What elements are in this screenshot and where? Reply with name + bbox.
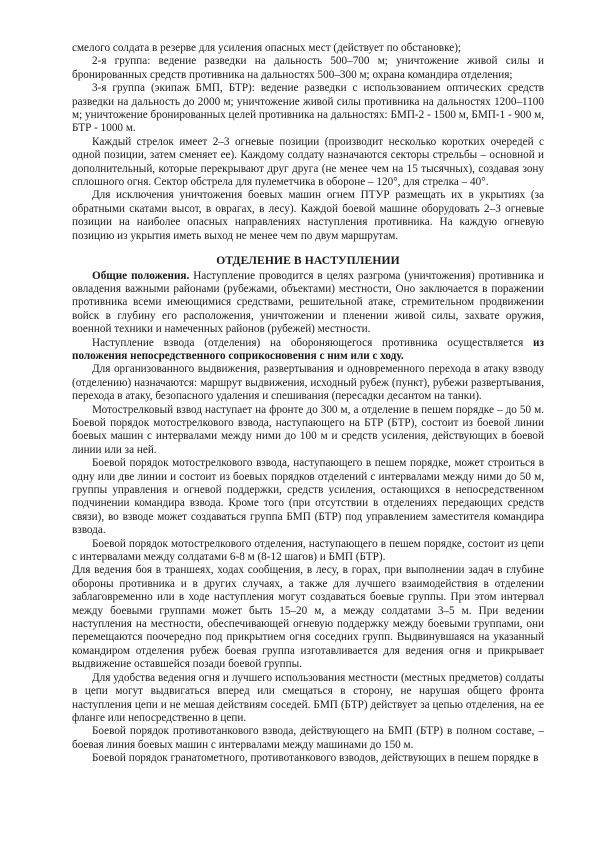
offensive-mode-text: Наступление взвода (отделения) на обороняющегося противника осуществляется (92, 336, 534, 349)
paragraph-group-2: 2-я группа: ведение разведки на дальность 500–700 м; уничтожение живой силы и бронированных средств противника на дальностях 500–300 м; охрана командира отделения; (72, 55, 544, 81)
paragraph-fire-convenience: Для удобства ведения огня и лучшего использования местности (местных предметов) солдаты в цепи могут выдвигаться вперед или смещаться в сторону, не нарушая общего фронта наступления цепи и не мешая действиям соседей. БМП (БТР) действует за цепью отделения, на ее фланге или непосредственно в цепи. (72, 671, 544, 724)
paragraph-offensive-mode (72, 337, 544, 364)
paragraph-platoon-front: Мотострелковый взвод наступает на фронте до 300 м, а отделение в пешем порядке – до 50 м. Боевой порядок мотострелкового взвода, наступающего на БТР (БТР), состоит из боевой линии боевых машин с интервалами между ними до 100 м и средств усиления, действующих в боевой линии или за ней. (72, 403, 544, 456)
general-provisions-lead: Общие положения. (92, 269, 190, 282)
paragraph-p0: смелого солдата в резерве для усиления опасных мест (действует по обстановке); (72, 42, 462, 54)
offensive-mode-bold: из положения непосредственного соприкосновения с ним или с ходу. (72, 336, 544, 362)
paragraph-combat-groups: Для ведения боя в траншеях, ходах сообщения, в лесу, в горах, при выполнении задач в глубине обороны противника и в других случаях, а также для лучшего взаимодействия в отделении заблаговременно или в ходе наступления могут создаваться боевые группы. При этом интервал между боевыми группами может быть 15–20 м, а между солдатами 3–5 м. При ведении наступления на местности, обеспечивающей огневую поддержку между боевыми группами, они перемещаются поочередно под прикрытием огня соседних групп. Выдвинувшаяся на указанный командиром отделения рубеж боевая группа изготавливается для ведения огня и прикрывает выдвижение оставшейся позади боевой группы. (72, 564, 544, 671)
section-heading: ОТДЕЛЕНИЕ В НАСТУПЛЕНИИ (216, 254, 400, 268)
paragraph-grenade-platoon: Боевой порядок гранатометного, противотанкового взводов, действующих в пешем порядке в (92, 752, 539, 765)
general-provisions-text: Наступление проводится в целях разгрома (уничтожения) противника и овладения важными районами (рубежами, объектами) местности, Оно заключается в поражении противника всеми имеющимися средствами, решительной атаке, стремительном продвижении войск в глубину его расположения, уничтожении и пленении живой силы, захвате оружия, военной техники и намеченных районов (рубежей) местности. (72, 269, 544, 336)
paragraph-squad-order: Боевой порядок мотострелкового отделения, наступающего в пешем порядке, состоит из цепи с интервалами между солдатами 6-8 м (8-12 шагов) и БМП (БТР). (72, 537, 544, 564)
paragraph-group-3: 3-я группа (экипаж БМП, БТР): ведение разведки с использованием оптических средств разведки на дальность до 2000 м; уничтожение живой силы противника на дальностях 1200–1100 м; уничтожение бронированных целей противника на дальностях: БМП-2 - 1500 м, БМП-1 - 900 м, БТР - 1000 м. (72, 82, 544, 135)
paragraph-antitank-platoon: Боевой порядок противотанкового взвода, действующего на БМП (БТР) в полном составе, – боевая линия боевых машин с интервалами между машинами до 150 м. (72, 725, 544, 751)
paragraph-advance-routes: Для организованного выдвижения, развертывания и одновременного перехода в атаку взводу (отделению) назначаются: маршрут выдвижения, исходный рубеж (пункт), рубежи развертывания, перехода в атаку, безопасного удаления и спешивания (пересадки десантом на танки). (72, 363, 544, 403)
paragraph-platoon-dismounted: Боевой порядок мотострелкового взвода, наступающего в пешем порядке, может строиться в одну или две линии и состоит из боевых порядков отделений с интервалами между ними до 50 м, группы управления и огневой поддержки, средств усиления, остающихся в непосредственном подчинении командира взвода. Кроме того (при отсутствии в отделениях передающих средств связи), во взводе может создаваться группа БМП (БТР) под управлением заместителя командира взвода. (72, 457, 544, 537)
document-page (72, 42, 544, 766)
paragraph-vehicle-cover: Для исключения уничтожения боевых машин огнем ПТУР размещать их в укрытиях (за обратными скатами высот, в оврагах, в лесу). Каждой боевой машине оборудовать 2–3 огневые позиции на наиболее опасных направлениях наступления противника. На каждую огневую позицию из укрытия иметь выход не менее чем по двум маршрутам. (72, 189, 544, 242)
paragraph-general-provisions (72, 270, 544, 337)
paragraph-firing-positions: Каждый стрелок имеет 2–3 огневые позиции (производит несколько коротких очередей с одной позиции, затем сменяет ее). Каждому солдату назначаются секторы стрельбы – основной и дополнительный, которые перекрывают друг друга (не менее чем на 15 тысячных), создавая зону сплошного огня. Сектор обстрела для пулеметчика в обороне – 120°, для стрелка – 40°. (72, 135, 544, 189)
